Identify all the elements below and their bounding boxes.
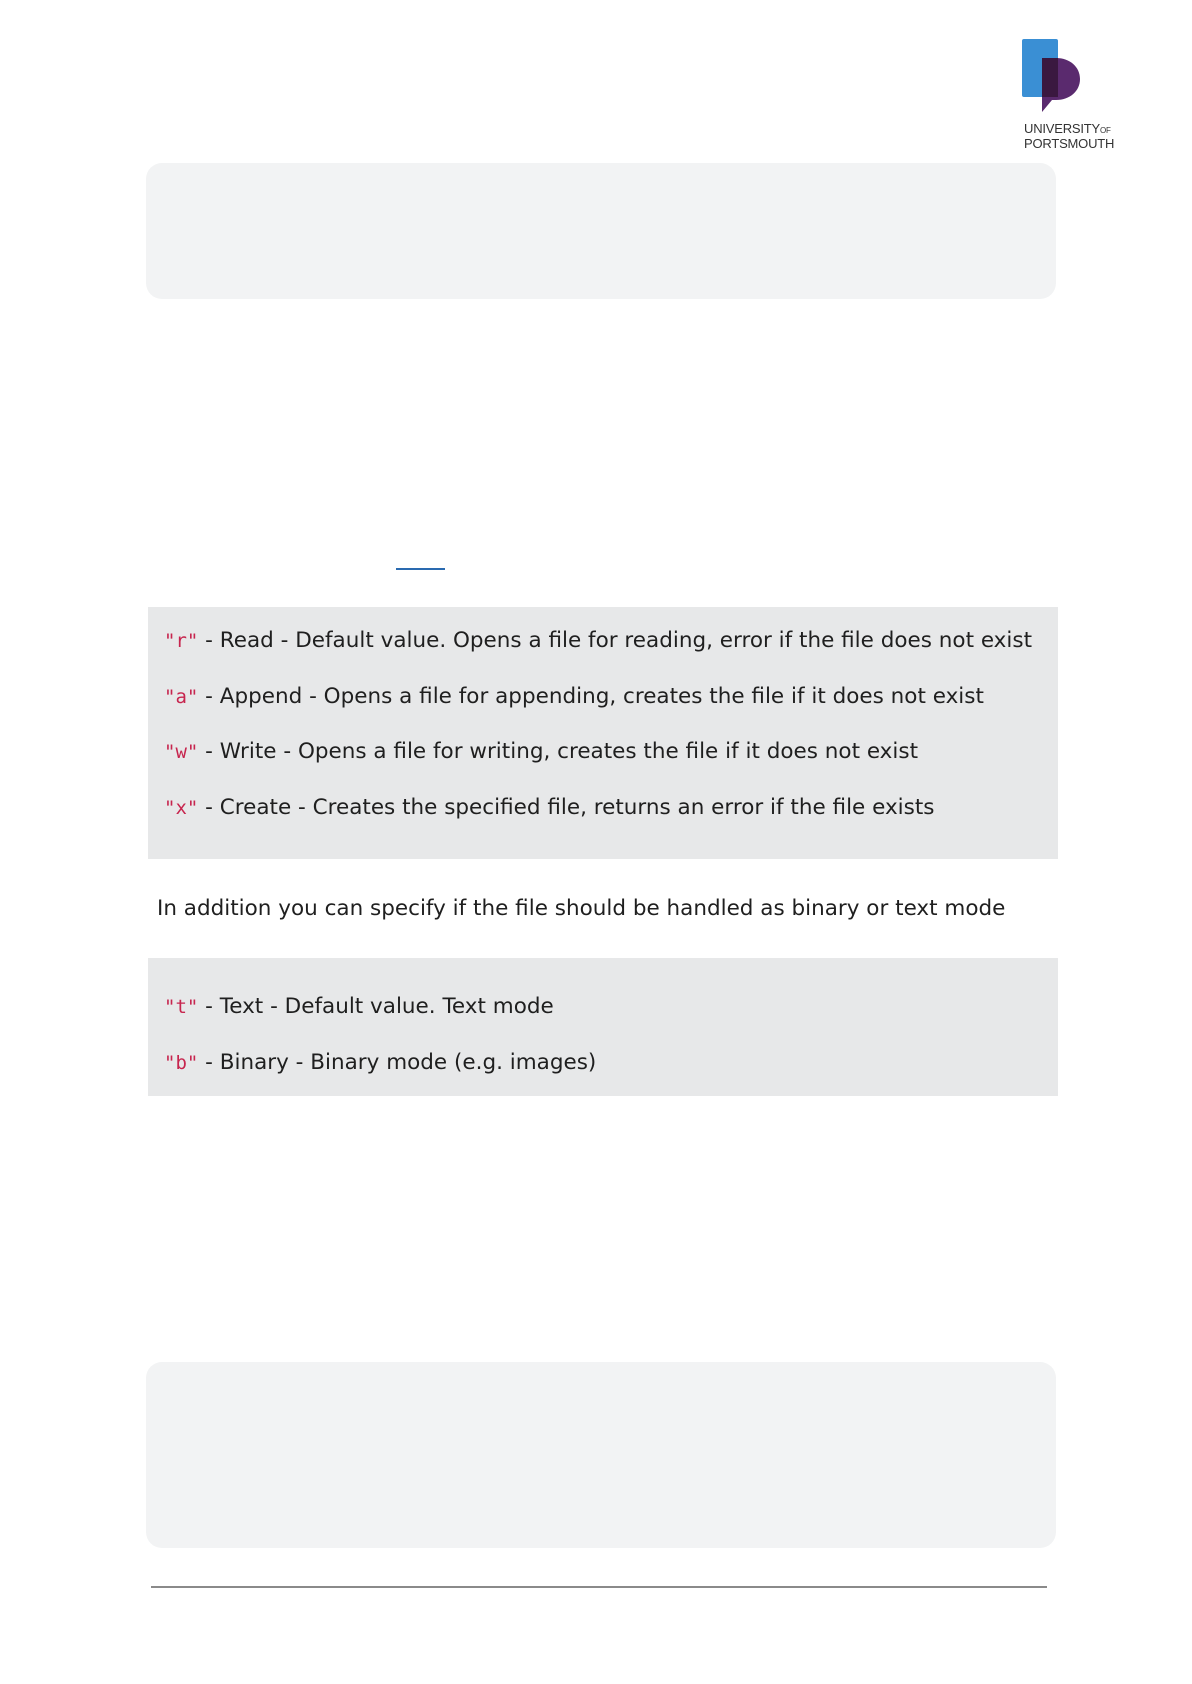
file-handling-modes-box <box>148 958 1058 1096</box>
file-open-modes-box <box>148 607 1058 859</box>
mode-row-text <box>164 994 554 1020</box>
footer-divider <box>151 1586 1047 1588</box>
mode-code: "a" <box>164 686 199 708</box>
university-logo <box>1014 36 1124 152</box>
mode-description: - Text - Default value. Text mode <box>198 994 554 1019</box>
handling-intro-paragraph: In addition you can specify if the file should be handled as binary or text mode <box>157 896 1006 921</box>
code-block-top <box>146 163 1056 299</box>
mode-code: "b" <box>164 1052 199 1074</box>
mode-row-binary <box>164 1050 596 1076</box>
mode-row-append <box>164 684 984 710</box>
mode-description: - Read - Default value. Opens a file for reading, error if the file does not exist <box>198 628 1033 653</box>
code-block-bottom <box>146 1362 1056 1548</box>
mode-row-write <box>164 739 918 765</box>
university-logo-mark-icon <box>1022 36 1082 116</box>
mode-description: - Append - Opens a file for appending, creates the file if it does not exist <box>198 684 984 709</box>
mode-code: "t" <box>164 996 199 1018</box>
mode-code: "w" <box>164 741 199 763</box>
mode-description: - Create - Creates the specified file, returns an error if the file exists <box>198 795 935 820</box>
mode-row-create <box>164 795 935 821</box>
mode-code: "x" <box>164 797 199 819</box>
mode-description: - Write - Opens a file for writing, creates the file if it does not exist <box>198 739 919 764</box>
mode-code: "r" <box>164 630 199 652</box>
link-underline[interactable] <box>396 568 445 570</box>
mode-description: - Binary - Binary mode (e.g. images) <box>198 1050 597 1075</box>
university-logo-text: UNIVERSITYOF PORTSMOUTH <box>1024 121 1115 151</box>
mode-row-read <box>164 628 1032 654</box>
